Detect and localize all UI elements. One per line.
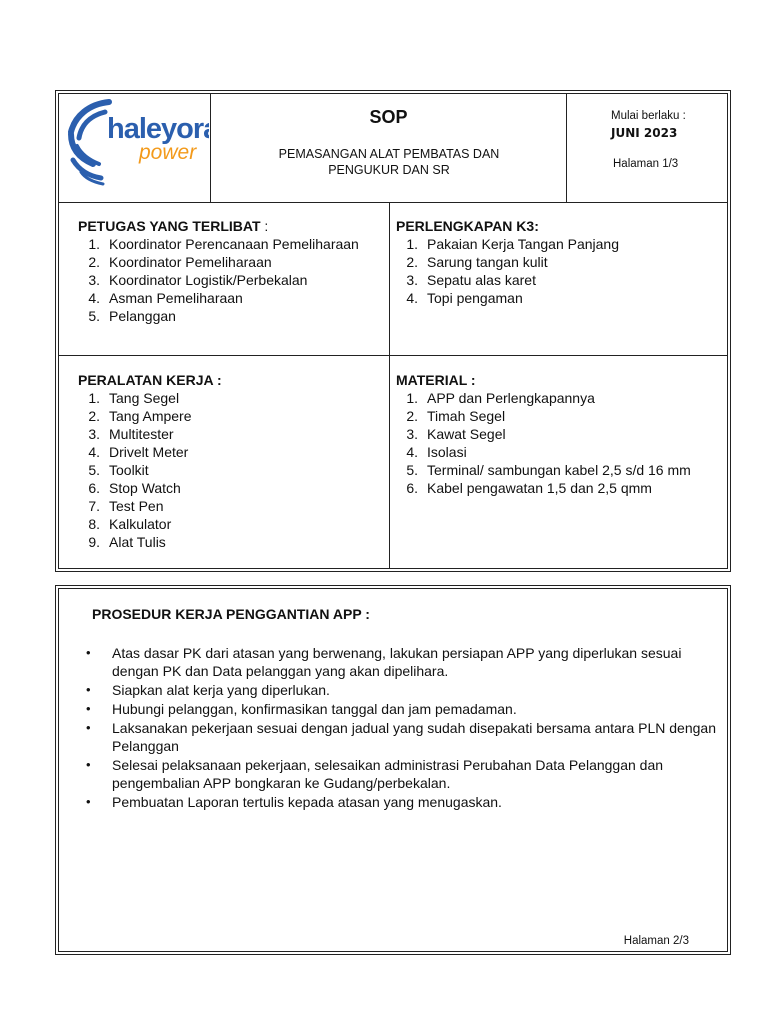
petugas-section [78, 218, 388, 325]
petugas-title-suffix: : [260, 218, 269, 234]
list-item: 6. Kabel pengawatan 1,5 dan 2,5 qmm [406, 480, 652, 496]
list-item: 2. Koordinator Pemeliharaan [88, 254, 272, 270]
logo-brand-top: haleyora [107, 113, 209, 145]
bullet-icon: • [86, 701, 91, 716]
list-item: 3. Multitester [88, 426, 174, 442]
k3-list [396, 235, 716, 307]
list-item: • Pembuatan Laporan tertulis kepada atasan yang menugaskan. [86, 794, 502, 810]
k3-section [396, 218, 716, 307]
list-item: 4. Topi pengaman [406, 290, 523, 306]
prosedur-box [58, 588, 728, 952]
table-divider [389, 202, 390, 568]
bullet-icon: • [86, 720, 91, 735]
effective-date: JUNI 2023 [611, 126, 678, 140]
material-title: MATERIAL : [396, 372, 476, 388]
list-item: • Hubungi pelanggan, konfirmasikan tanggal dan jam pemadaman. [86, 701, 517, 717]
page-title: SOP [369, 107, 408, 127]
list-item: 4. Isolasi [406, 444, 467, 460]
haleyora-power-logo [59, 94, 209, 200]
list-item: 2. Timah Segel [406, 408, 506, 424]
list-item: 6. Stop Watch [88, 480, 181, 496]
list-item: 5. Terminal/ sambungan kabel 2,5 s/d 16 mm [406, 462, 691, 478]
bullet-icon: • [86, 645, 91, 660]
page-number: Halaman 1/3 [613, 158, 679, 170]
page-number-2: Halaman 2/3 [623, 935, 689, 947]
list-item: 3. Kawat Segel [406, 426, 506, 442]
material-section [396, 372, 721, 497]
bullet-icon: • [86, 682, 91, 697]
page-subtitle: PEMASANGAN ALAT PEMBATAS DAN PENGUKUR DAN SR [278, 147, 500, 177]
list-item: 3. Koordinator Logistik/Perbekalan [88, 272, 308, 288]
list-item: • Laksanakan pekerjaan sesuai dengan jadual yang sudah disepakati bersama antara PLN dengan Pelanggan [86, 720, 716, 754]
list-item: 4. Asman Pemeliharaan [88, 290, 243, 306]
list-item: • Atas dasar PK dari atasan yang berwenang, lakukan persiapan APP yang diperlukan sesuai dengan PK dan Data pelanggan yang akan dipelihara. [86, 645, 682, 679]
bullet-icon: • [86, 794, 91, 809]
list-item: 7. Test Pen [88, 498, 164, 514]
list-item: 2. Sarung tangan kulit [406, 254, 548, 270]
table-divider [59, 202, 727, 203]
material-list [396, 389, 721, 497]
list-item: 9. Alat Tulis [88, 534, 166, 550]
effective-label: Mulai berlaku : [611, 110, 686, 122]
k3-title: PERLENGKAPAN K3: [396, 218, 539, 234]
list-item: 1. Pakaian Kerja Tangan Panjang [406, 236, 620, 252]
prosedur-list [86, 644, 716, 812]
list-item: 3. Sepatu alas karet [406, 272, 536, 288]
list-item: 1. Tang Segel [88, 390, 180, 406]
petugas-title: PETUGAS YANG TERLIBAT [78, 218, 261, 234]
sop-header-table [58, 93, 728, 569]
list-item: 8. Kalkulator [88, 516, 172, 532]
petugas-list [78, 235, 388, 325]
list-item: 5. Pelanggan [88, 308, 176, 324]
peralatan-section [78, 372, 388, 551]
list-item: 5. Toolkit [88, 462, 149, 478]
list-item: • Selesai pelaksanaan pekerjaan, selesaikan administrasi Perubahan Data Pelanggan dan pengembalian APP bongkaran ke Gudang/perbekalan. [86, 757, 664, 791]
logo-cell [59, 94, 211, 202]
prosedur-title: PROSEDUR KERJA PENGGANTIAN APP : [92, 606, 370, 622]
title-cell [211, 94, 567, 202]
bullet-icon: • [86, 757, 91, 772]
peralatan-list [78, 389, 388, 551]
logo-brand-bottom: power [139, 141, 197, 164]
info-cell [567, 94, 727, 202]
list-item: 1. Koordinator Perencanaan Pemeliharaan [88, 236, 359, 252]
table-divider [59, 355, 727, 356]
list-item: 1. APP dan Perlengkapannya [406, 390, 595, 406]
list-item: 2. Tang Ampere [88, 408, 192, 424]
list-item: 4. Drivelt Meter [88, 444, 189, 460]
peralatan-title: PERALATAN KERJA : [78, 372, 222, 388]
list-item: • Siapkan alat kerja yang diperlukan. [86, 682, 330, 698]
